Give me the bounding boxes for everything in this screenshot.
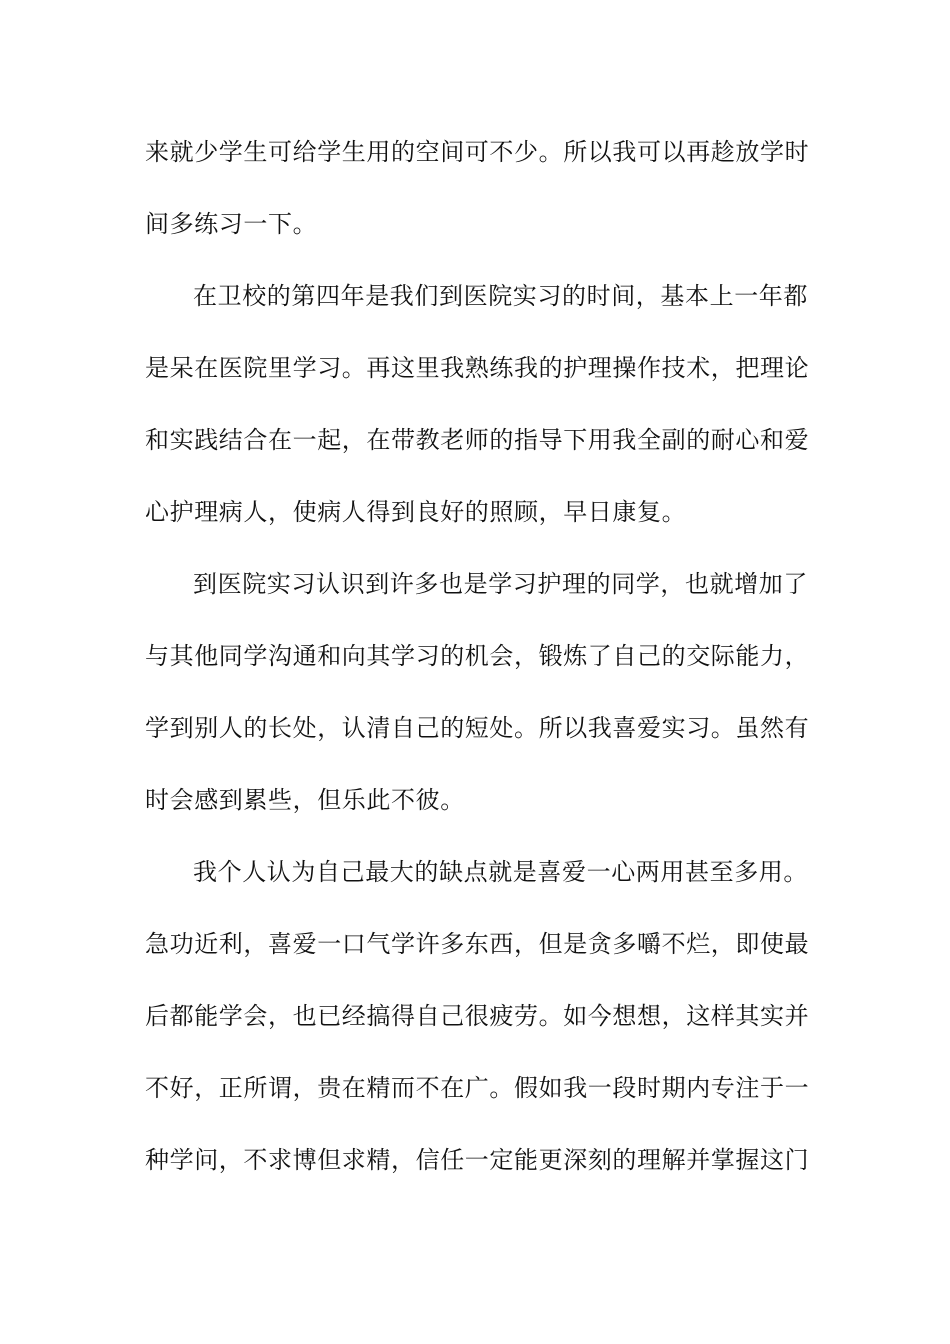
text-line: 心护理病人，使病人得到良好的照顾，早日康复。 [145,498,687,526]
text-line: 学到别人的长处，认清自己的短处。所以我喜爱实习。虽然有 [145,714,810,742]
paragraph-start-line: 在卫校的第四年是我们到医院实习的时间，基本上一年都 [193,282,808,310]
text-line: 后都能学会，也已经搞得自己很疲劳。如今想想，这样其实并 [145,1002,810,1030]
document-body [145,128,810,1208]
text-line: 时会感到累些，但乐此不彼。 [145,786,465,814]
text-line: 是呆在医院里学习。再这里我熟练我的护理操作技术，把理论 [145,354,810,382]
text-line: 间多练习一下。 [145,210,318,238]
paragraph-start-line: 到医院实习认识到许多也是学习护理的同学，也就增加了 [193,570,808,598]
text-line: 急功近利，喜爱一口气学许多东西，但是贪多嚼不烂，即使最 [145,930,810,958]
paragraph-start-line: 我个人认为自己最大的缺点就是喜爱一心两用甚至多用。 [193,858,808,886]
text-line: 不好，正所谓，贵在精而不在广。假如我一段时期内专注于一 [145,1074,810,1102]
text-line: 与其他同学沟通和向其学习的机会，锻炼了自己的交际能力， [145,642,810,670]
text-line: 和实践结合在一起，在带教老师的指导下用我全副的耐心和爱 [145,426,810,454]
text-line: 种学问，不求博但求精，信任一定能更深刻的理解并掌握这门 [145,1146,810,1174]
text-line: 来就少学生可给学生用的空间可不少。所以我可以再趁放学时 [145,138,810,166]
